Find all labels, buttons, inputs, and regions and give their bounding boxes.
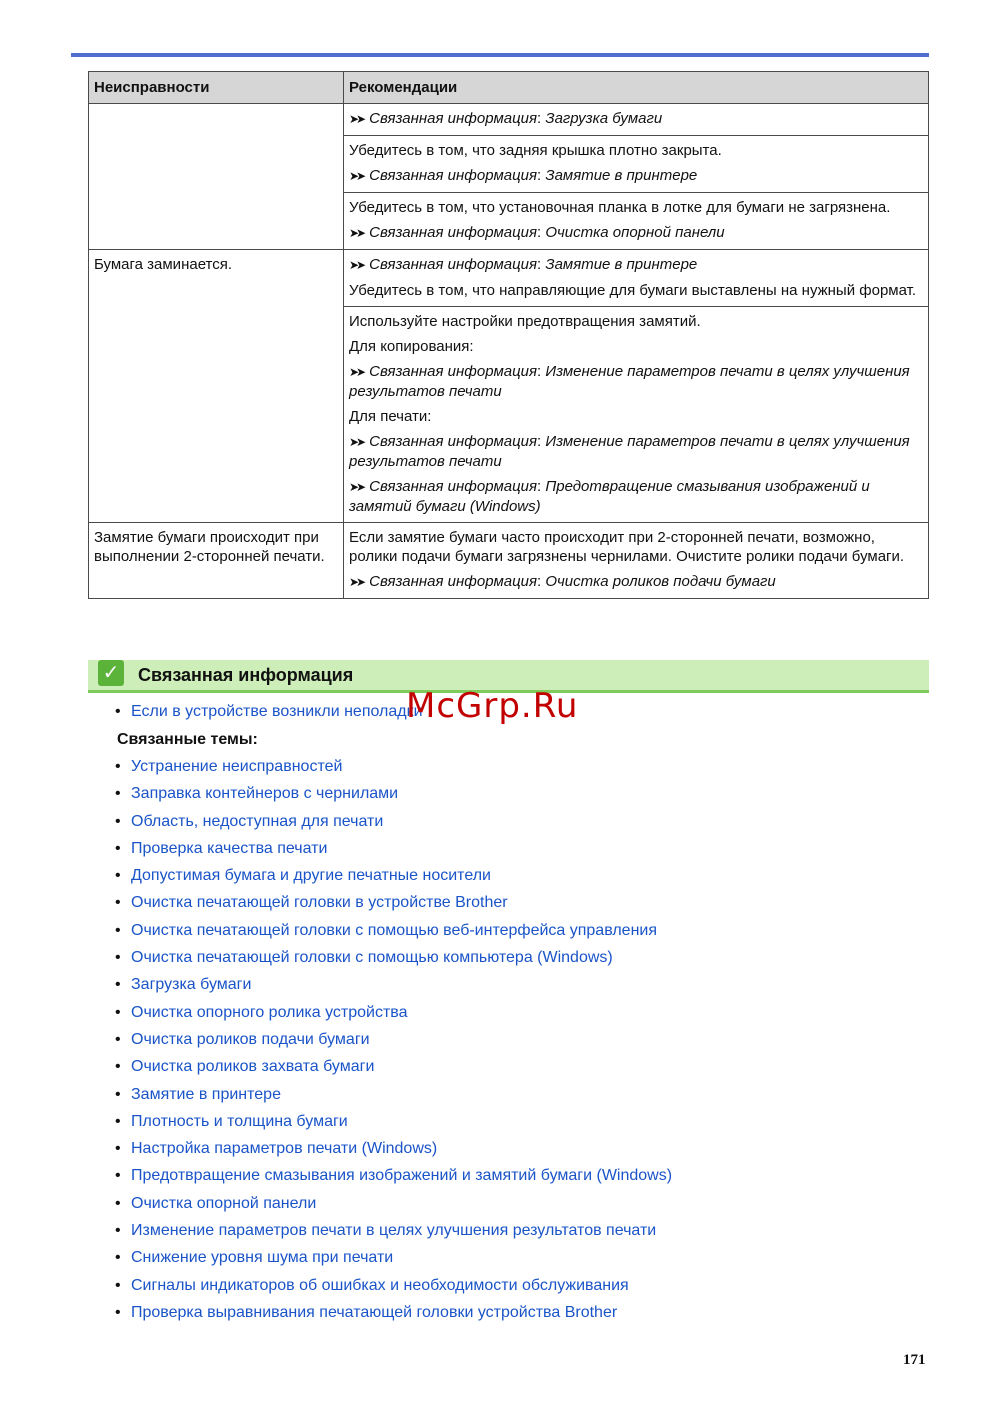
related-topic-link[interactable]: Замятие в принтере: [131, 1085, 281, 1103]
list-item[interactable]: • Загрузка бумаги: [115, 976, 252, 994]
related-topic-link[interactable]: Очистка опорного ролика устройства: [131, 1003, 408, 1021]
watermark: McGrp.Ru: [406, 686, 579, 726]
related-topic-link[interactable]: Очистка опорной панели: [131, 1194, 317, 1212]
related-link[interactable]: ➤➤ Связанная информация: Замятие в принтере: [349, 256, 698, 273]
double-arrow-icon: ➤➤: [349, 480, 364, 494]
recommendation-text: Убедитесь в том, что задняя крышка плотно закрыта.: [349, 142, 722, 159]
recommendation-text: Убедитесь в том, что установочная планка в лотке для бумаги не загрязнена.: [349, 199, 891, 216]
recommendation-text: Если замятие бумаги часто происходит при 2-сторонней печати, возможно, ролики подачи бумаги загрязнены чернилами. Очистите ролики подачи бумаги.: [349, 529, 905, 565]
related-link[interactable]: ➤➤ Связанная информация: Изменение параметров печати в целях улучшения результатов печати: [349, 363, 910, 400]
related-topic-link[interactable]: Сигналы индикаторов об ошибках и необходимости обслуживания: [131, 1276, 629, 1294]
header-recommendations: Рекомендации: [344, 72, 929, 104]
related-topic-link[interactable]: Очистка печатающей головки с помощью компьютера (Windows): [131, 949, 613, 967]
list-item[interactable]: • Настройка параметров печати (Windows): [115, 1140, 438, 1158]
list-item[interactable]: • Если в устройстве возникли неполадки: [115, 703, 423, 720]
related-topic-link[interactable]: Плотность и толщина бумаги: [131, 1112, 348, 1130]
list-item[interactable]: • Очистка опорного ролика устройства: [115, 1003, 408, 1021]
related-topic-link[interactable]: Очистка печатающей головки с помощью веб-интерфейса управления: [131, 921, 658, 939]
double-arrow-icon: ➤➤: [349, 112, 364, 126]
list-item[interactable]: • Проверка выравнивания печатающей головки устройства Brother: [115, 1303, 618, 1321]
double-arrow-icon: ➤➤: [349, 365, 364, 379]
list-item[interactable]: • Устранение неисправностей: [115, 758, 343, 775]
recommendation-text: Для копирования:: [349, 338, 474, 355]
related-link[interactable]: ➤➤ Связанная информация: Изменение параметров печати в целях улучшения результатов печати: [349, 433, 910, 470]
related-topic-link[interactable]: Устранение неисправностей: [131, 758, 343, 775]
recommendation-cell: [344, 523, 929, 599]
list-item[interactable]: • Проверка качества печати: [115, 839, 328, 857]
related-topic-link[interactable]: Проверка выравнивания печатающей головки устройства Brother: [131, 1303, 618, 1321]
table-header-row: [89, 72, 929, 104]
recommendation-cell: [344, 193, 929, 250]
list-item[interactable]: • Сигналы индикаторов об ошибках и необходимости обслуживания: [115, 1276, 629, 1294]
list-item[interactable]: • Замятие в принтере: [115, 1085, 281, 1103]
list-item[interactable]: • Очистка печатающей головки с помощью компьютера (Windows): [115, 949, 613, 967]
list-item[interactable]: • Предотвращение смазывания изображений и замятий бумаги (Windows): [115, 1167, 673, 1185]
recommendation-cell: [344, 307, 929, 523]
page-number: 171: [903, 1352, 926, 1368]
related-topics-list: [115, 757, 672, 1330]
related-topic-link[interactable]: Область, недоступная для печати: [131, 812, 384, 830]
related-topic-link[interactable]: Очистка роликов подачи бумаги: [131, 1030, 370, 1048]
related-topic-link[interactable]: Снижение уровня шума при печати: [131, 1249, 394, 1267]
table-row: [89, 523, 929, 599]
related-topic-link[interactable]: Настройка параметров печати (Windows): [131, 1140, 438, 1158]
double-arrow-icon: ➤➤: [349, 169, 364, 183]
related-topic-link[interactable]: Если в устройстве возникли неполадки: [131, 703, 423, 720]
list-item[interactable]: • Очистка печатающей головки с помощью веб-интерфейса управления: [115, 921, 658, 939]
related-topic-link[interactable]: Проверка качества печати: [131, 839, 328, 857]
related-link[interactable]: ➤➤ Связанная информация: Предотвращение смазывания изображений и замятий бумаги (Windows): [349, 478, 870, 515]
problem-cell: [89, 104, 344, 250]
list-item[interactable]: • Изменение параметров печати в целях улучшения результатов печати: [115, 1222, 657, 1240]
related-topic-link[interactable]: Изменение параметров печати в целях улучшения результатов печати: [131, 1222, 657, 1240]
related-topic-link[interactable]: Допустимая бумага и другие печатные носители: [131, 867, 491, 885]
list-item[interactable]: • Плотность и толщина бумаги: [115, 1112, 348, 1130]
related-info-title: Связанная информация: [138, 665, 354, 685]
list-item[interactable]: • Очистка опорной панели: [115, 1194, 317, 1212]
problem-cell: Замятие бумаги происходит при выполнении 2-сторонней печати.: [89, 523, 344, 599]
list-item[interactable]: • Очистка роликов захвата бумаги: [115, 1058, 375, 1076]
list-item[interactable]: • Очистка роликов подачи бумаги: [115, 1030, 370, 1048]
related-topic-link[interactable]: Загрузка бумаги: [131, 976, 252, 994]
checkmark-icon: ✓: [98, 660, 124, 686]
recommendation-cell: [344, 136, 929, 193]
recommendation-cell: [344, 104, 929, 136]
top-rule: [71, 53, 929, 57]
double-arrow-icon: ➤➤: [349, 575, 364, 589]
related-topic-link[interactable]: Очистка печатающей головки в устройстве Brother: [131, 894, 508, 912]
recommendation-text: Убедитесь в том, что направляющие для бумаги выставлены на нужный формат.: [349, 282, 916, 299]
double-arrow-icon: ➤➤: [349, 435, 364, 449]
related-link[interactable]: ➤➤ Связанная информация: Замятие в принтере: [349, 167, 698, 184]
header-problems: Неисправности: [89, 72, 344, 104]
related-link[interactable]: ➤➤ Связанная информация: Очистка роликов подачи бумаги: [349, 573, 776, 590]
recommendation-text: Для печати:: [349, 408, 432, 425]
troubleshooting-table: [88, 71, 929, 599]
problem-cell: Бумага заминается.: [89, 250, 344, 523]
list-item[interactable]: • Область, недоступная для печати: [115, 812, 384, 830]
related-topic-link[interactable]: Предотвращение смазывания изображений и замятий бумаги (Windows): [131, 1167, 673, 1185]
list-item[interactable]: • Допустимая бумага и другие печатные носители: [115, 867, 491, 885]
table-row: [89, 250, 929, 307]
recommendation-text: Используйте настройки предотвращения замятий.: [349, 313, 701, 330]
recommendation-cell: [344, 250, 929, 307]
related-link[interactable]: ➤➤ Связанная информация: Загрузка бумаги: [349, 110, 663, 127]
table-row: [89, 104, 929, 136]
list-item[interactable]: • Очистка печатающей головки в устройстве Brother: [115, 894, 508, 912]
list-item[interactable]: • Снижение уровня шума при печати: [115, 1249, 394, 1267]
main-link-list: [115, 702, 423, 729]
related-topic-link[interactable]: Очистка роликов захвата бумаги: [131, 1058, 375, 1076]
double-arrow-icon: ➤➤: [349, 258, 364, 272]
related-topics-heading: Связанные темы:: [117, 731, 258, 748]
related-link[interactable]: ➤➤ Связанная информация: Очистка опорной панели: [349, 224, 725, 241]
double-arrow-icon: ➤➤: [349, 226, 364, 240]
related-topic-link[interactable]: Заправка контейнеров с чернилами: [131, 785, 399, 803]
list-item[interactable]: • Заправка контейнеров с чернилами: [115, 785, 399, 803]
